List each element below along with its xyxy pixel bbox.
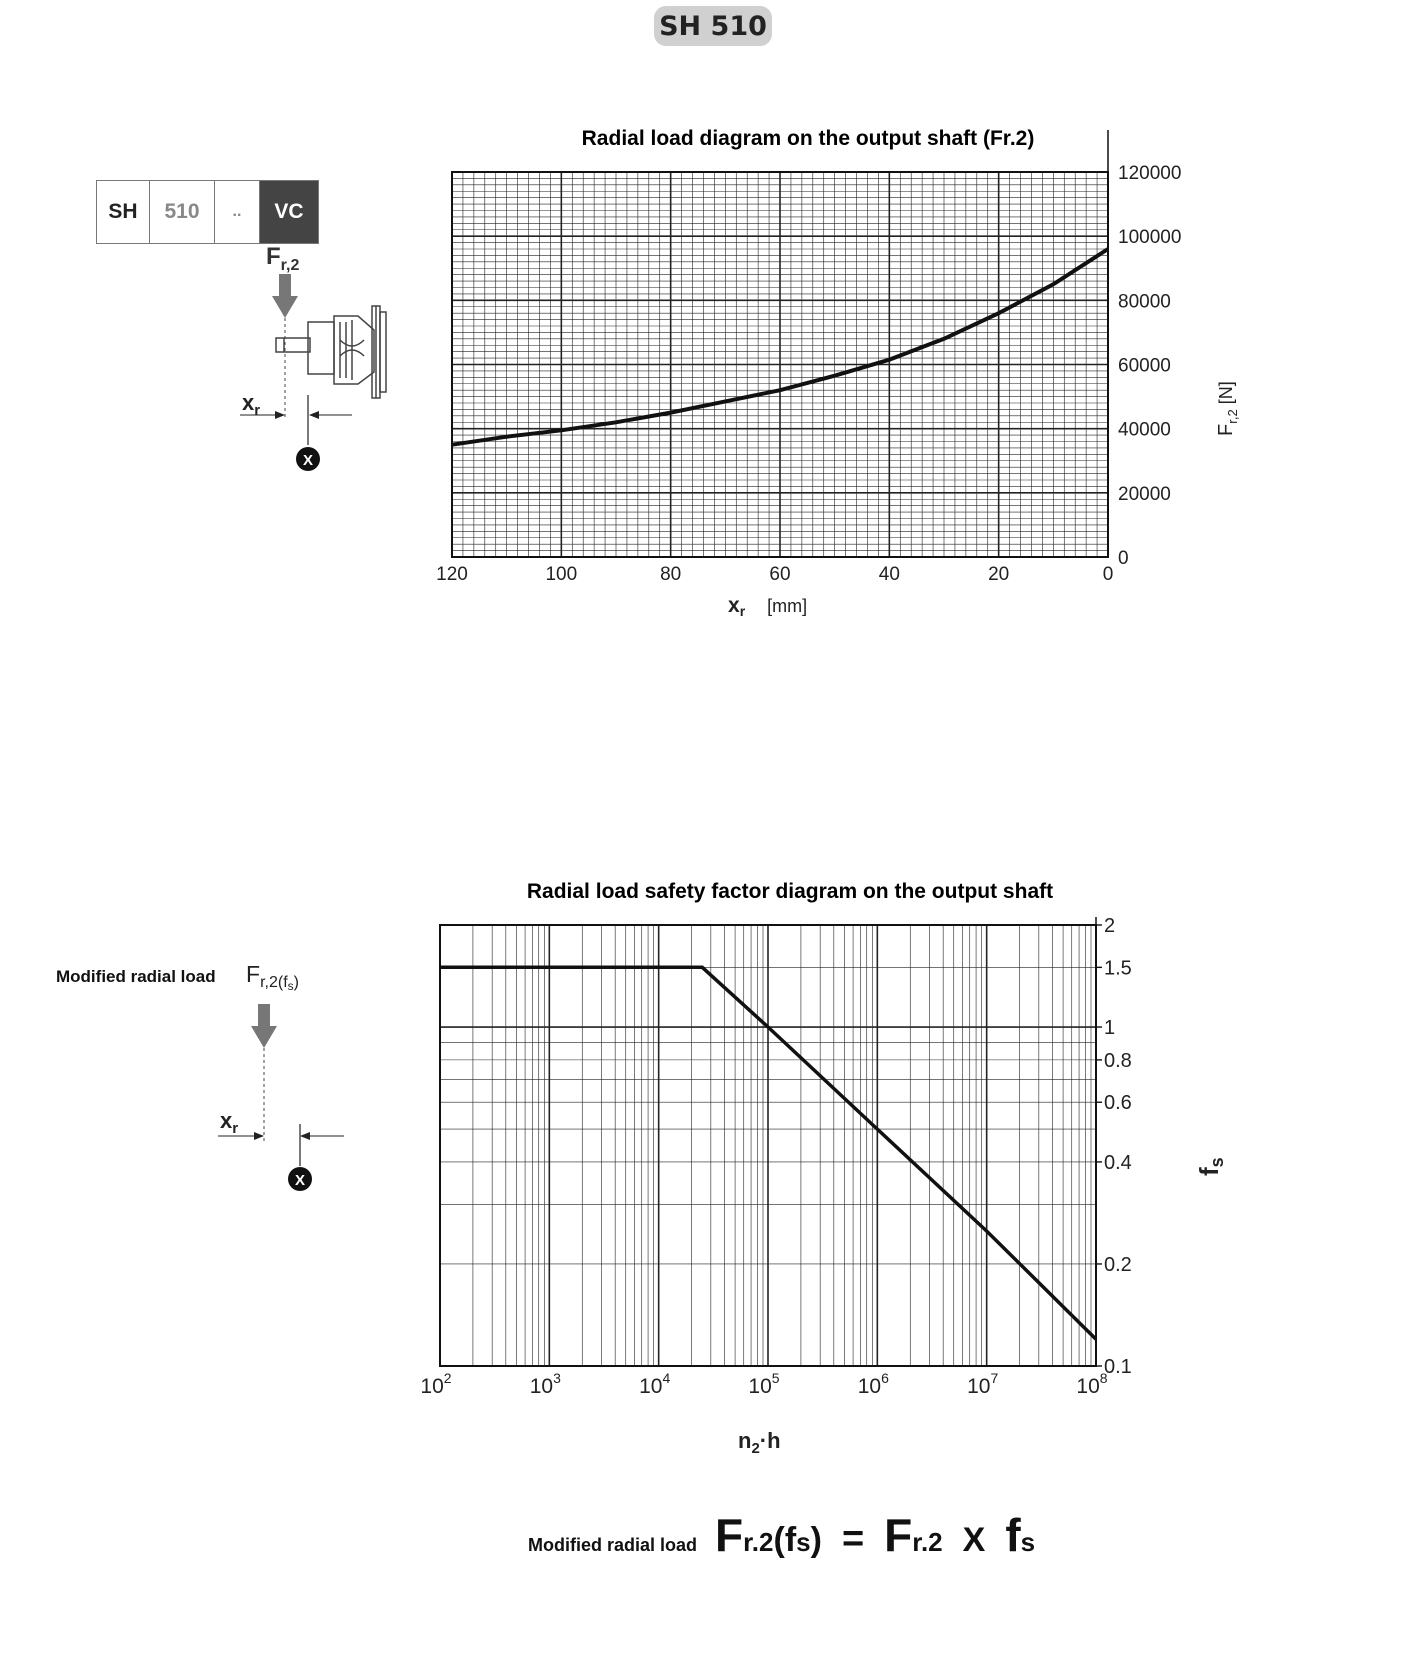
chart2-x-tick-label: $10^2$: [420, 1370, 452, 1398]
force-arrow-icon: [272, 274, 298, 318]
schematic-bottom-caption: Modified radial load: [56, 967, 216, 986]
code-cell-size: 510: [150, 181, 215, 243]
chart1-x-tick-label: 20: [988, 564, 1010, 585]
chart2-x-tick-label: $10^8$: [1076, 1370, 1108, 1398]
chart2-title: Radial load safety factor diagram on the output shaft: [526, 880, 1054, 903]
chart1-y-tick-label: 120000: [1118, 163, 1182, 184]
code-cell-series: SH: [97, 181, 150, 243]
chart1-y-tick-label: 60000: [1118, 355, 1171, 377]
code-cell-ratio: ..: [215, 181, 260, 243]
chart2-y-tick-label: 1: [1104, 1017, 1116, 1040]
chart2-y-tick-label: 0.1: [1104, 1356, 1132, 1378]
reference-point-label: X: [294, 1172, 306, 1189]
schematic-bottom-x-label: $x_r$: [220, 1108, 239, 1137]
chart1-y-tick-label: 20000: [1118, 483, 1171, 505]
chart2-y-tick-label: 0.2: [1104, 1253, 1132, 1276]
chart1-x-tick-label: 60: [769, 564, 791, 585]
reference-point-label: X: [302, 452, 314, 469]
chart1-x-tick-label: 40: [878, 564, 900, 585]
chart2-y-axis-label: fs: [1194, 1157, 1227, 1176]
chart1-y-tick-label: 80000: [1118, 291, 1171, 313]
force-arrow-icon: [251, 1004, 277, 1048]
formula-lhs-paren-sub: s: [796, 1527, 811, 1557]
chart2-x-tick-label: $10^6$: [857, 1370, 889, 1398]
formula-rhs1-sub: r.2: [912, 1527, 943, 1557]
formula-equals: =: [841, 1518, 865, 1560]
chart1-x-tick-label: 120: [436, 564, 468, 585]
formula-lhs-main: F: [715, 1509, 744, 1561]
formula-rhs2-sub: s: [1020, 1527, 1036, 1557]
formula-rhs2-main: f: [1005, 1509, 1021, 1561]
formula-rhs1-main: F: [884, 1509, 913, 1561]
chart2-x-tick-label: $10^3$: [529, 1370, 561, 1398]
chart2-y-tick-label: 0.8: [1104, 1049, 1132, 1072]
gearbox-drawing-icon: [276, 306, 386, 398]
chart1-y-axis-label: $F_{r,2}$ [N]: [1215, 381, 1240, 436]
chart1-x-tick-label: 80: [660, 564, 682, 585]
chart1-y-tick-label: 0: [1118, 548, 1129, 569]
chart1-x-axis-label: xr [mm]: [728, 594, 808, 619]
safety-factor-chart: [420, 880, 1227, 1457]
chart2-x-tick-label: $10^4$: [639, 1370, 671, 1398]
chart1-x-tick-label: 0: [1102, 564, 1114, 585]
formula-times: X: [962, 1521, 986, 1559]
chart2-x-axis-label: $n_2\cdot h$: [738, 1428, 781, 1457]
code-cell-version: VC: [260, 181, 318, 243]
schematic-bottom-force-label: $F_{r,2}(fs)$: [246, 961, 299, 993]
model-badge: SH 510: [654, 6, 772, 46]
chart1-y-tick-label: 40000: [1118, 419, 1171, 441]
chart2-y-tick-label: 2: [1104, 915, 1116, 937]
chart2-major-grid: [440, 925, 1096, 1366]
schematic-top: [240, 243, 386, 471]
schematic-bottom: [56, 961, 344, 1191]
chart2-y-tick-label: 1.5: [1104, 957, 1132, 980]
radial-load-chart: [436, 127, 1240, 619]
schematic-top-x-label: $x_r$: [242, 390, 261, 419]
chart2-y-tick-label: 0.4: [1104, 1151, 1132, 1174]
chart1-x-tick-label: 100: [545, 564, 578, 585]
chart2-x-tick-label: $10^5$: [748, 1370, 780, 1398]
modified-load-formula: [528, 1508, 1035, 1568]
schematic-top-force-label: $F_{r,2}$: [266, 243, 300, 274]
formula-lhs-close: ): [810, 1521, 822, 1559]
chart2-y-tick-label: 0.6: [1104, 1092, 1132, 1115]
chart1-title: Radial load diagram on the output shaft (Fr.2): [581, 127, 1035, 150]
formula-lhs-sub: r.2: [743, 1527, 774, 1557]
formula-caption: Modified radial load: [528, 1535, 698, 1555]
formula-lhs-paren: (f: [773, 1521, 797, 1559]
chart1-y-tick-label: 100000: [1118, 227, 1182, 249]
chart2-x-tick-label: $10^7$: [967, 1370, 999, 1398]
